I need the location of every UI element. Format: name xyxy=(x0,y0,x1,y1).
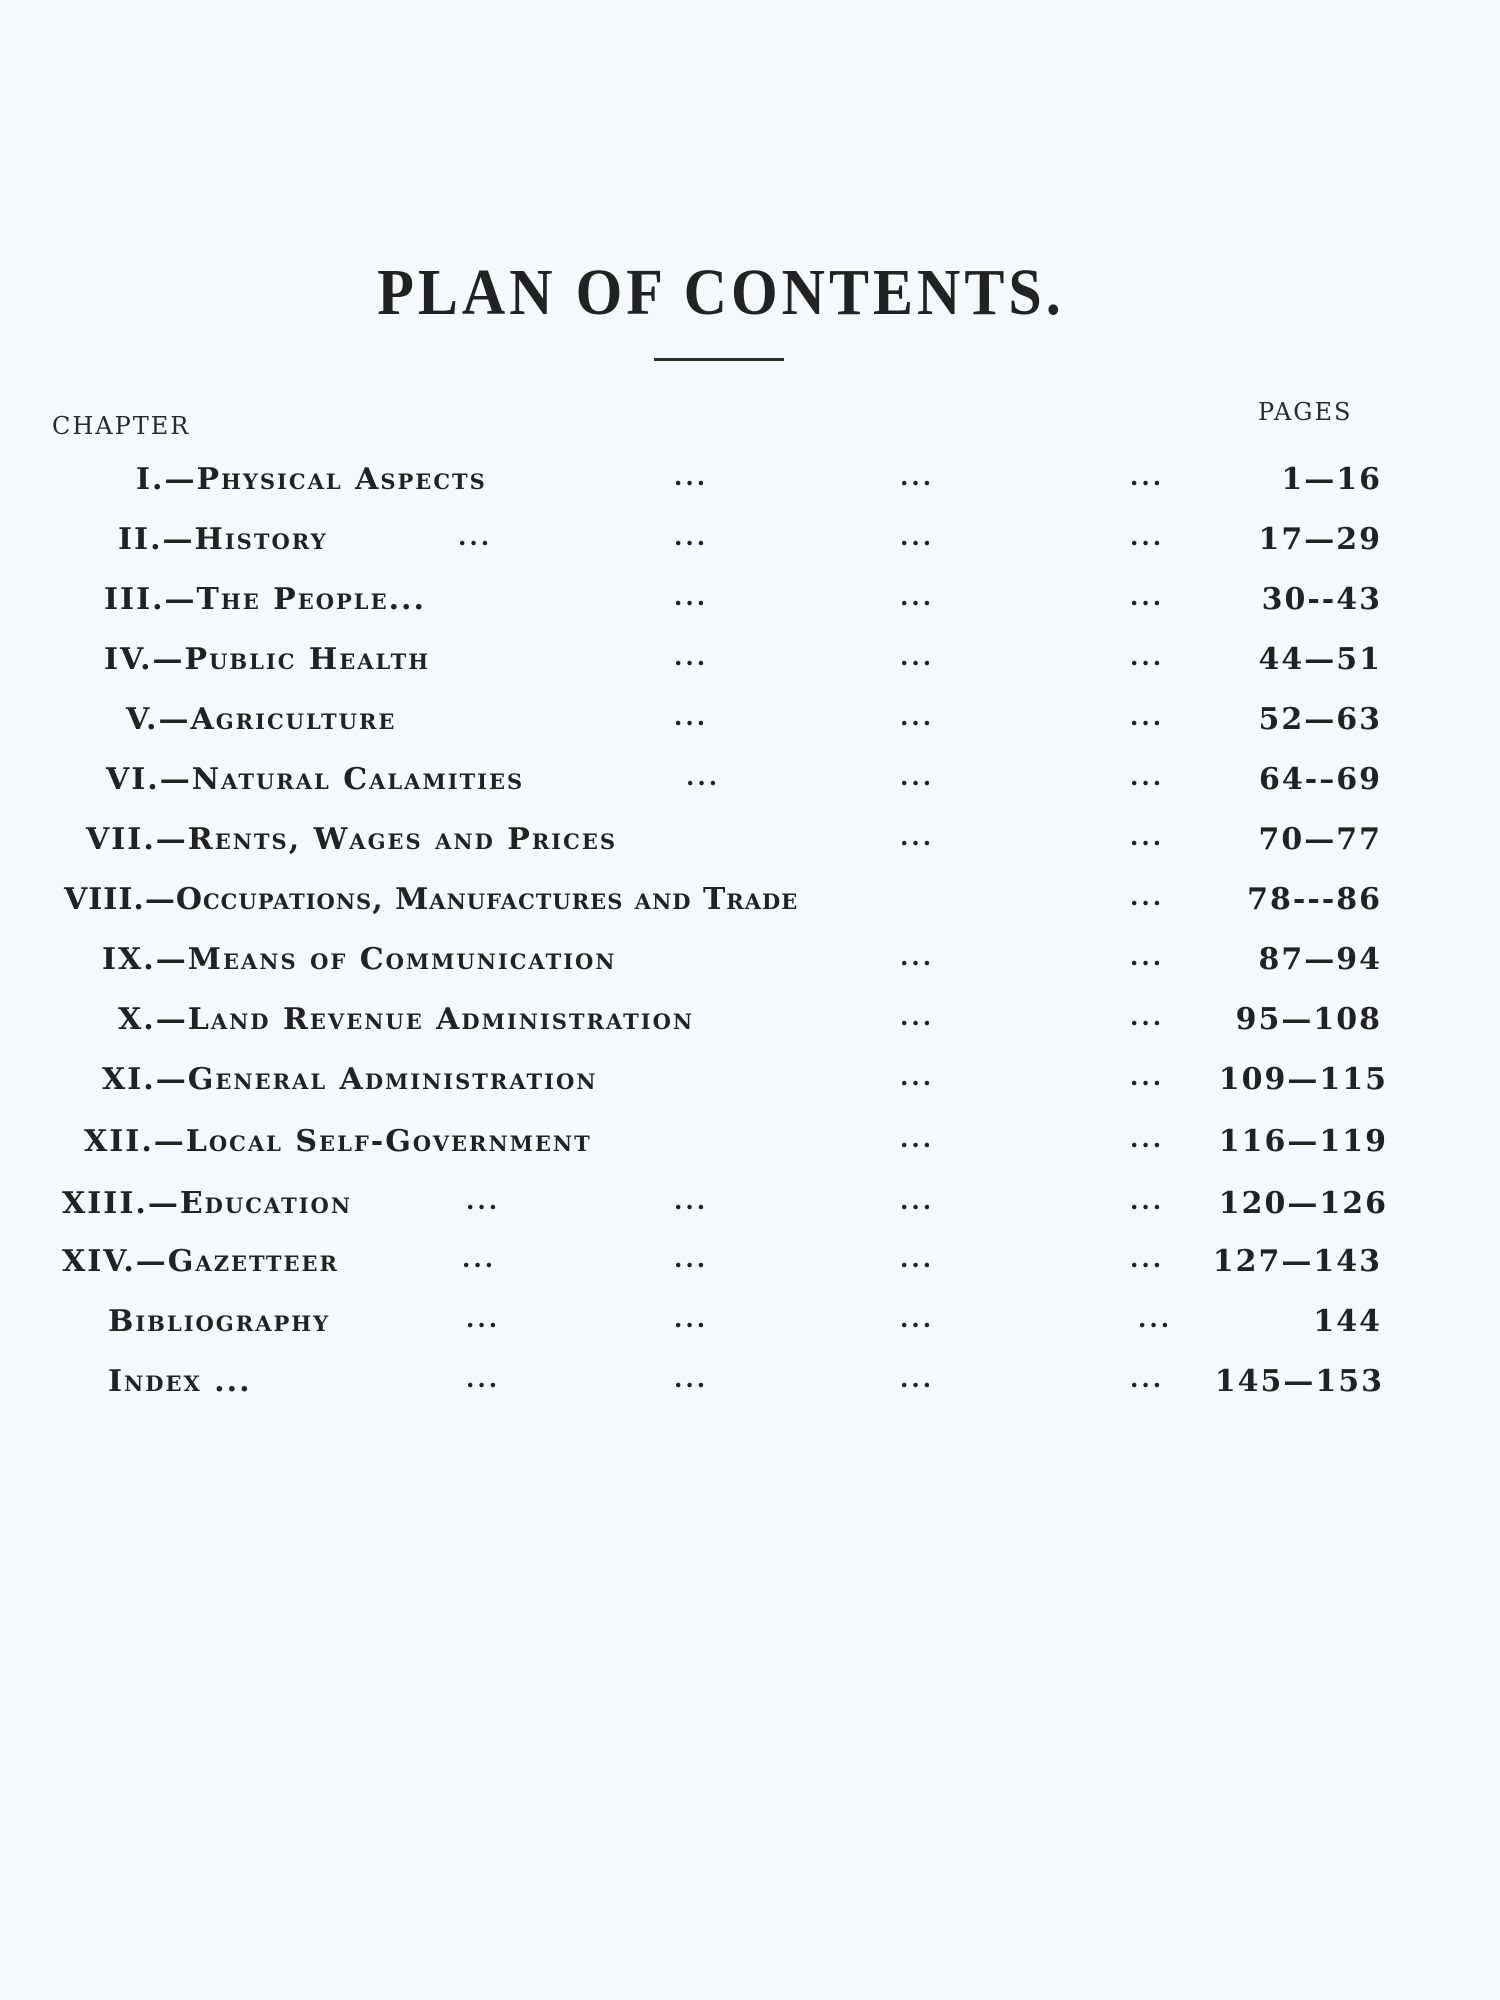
title-rule xyxy=(654,358,784,361)
dot-leader: ... xyxy=(466,1304,501,1333)
dot-leader: ... xyxy=(462,1244,497,1273)
dot-leader: ... xyxy=(1130,1062,1165,1091)
dot-leader: ... xyxy=(900,582,935,611)
page-title: PLAN OF CONTENTS. xyxy=(377,255,1065,329)
page-range: 64-–69 xyxy=(1259,762,1382,797)
page-range: 144 xyxy=(1313,1304,1382,1339)
dot-leader: ... xyxy=(900,1002,935,1031)
dot-leader: ... xyxy=(1130,1186,1165,1215)
dot-leader: ... xyxy=(674,522,709,551)
toc-entry[interactable] xyxy=(0,582,1500,632)
chapter-title: Bibliography xyxy=(108,1304,331,1339)
dot-leader: ... xyxy=(900,1062,935,1091)
dot-leader: ... xyxy=(1130,762,1165,791)
page-range: 145—153 xyxy=(1214,1364,1384,1399)
dot-leader: ... xyxy=(674,642,709,671)
chapter-title: VIII.—Occupations, Manufactures and Trade xyxy=(64,882,799,917)
page-range: 44—51 xyxy=(1258,642,1382,677)
chapter-title: VII.—Rents, Wages and Prices xyxy=(86,822,618,857)
dot-leader: ... xyxy=(674,1304,709,1333)
toc-entry[interactable] xyxy=(0,522,1500,572)
pages-column-header: PAGES xyxy=(1258,398,1353,426)
page-range: 70—77 xyxy=(1258,822,1382,857)
dot-leader: ... xyxy=(466,1186,501,1215)
page-range: 120—126 xyxy=(1218,1186,1388,1221)
dot-leader: ... xyxy=(1130,642,1165,671)
dot-leader: ... xyxy=(1130,822,1165,851)
dot-leader: ... xyxy=(1130,1244,1165,1273)
dot-leader: ... xyxy=(686,762,721,791)
toc-entry[interactable] xyxy=(0,1364,1500,1414)
dot-leader: ... xyxy=(1130,942,1165,971)
toc-entry[interactable] xyxy=(0,882,1500,932)
toc-entry[interactable] xyxy=(0,1124,1500,1174)
dot-leader: ... xyxy=(1130,1364,1165,1393)
chapter-title: I.—Physical Aspects xyxy=(136,462,487,497)
page-range: 95—108 xyxy=(1235,1002,1382,1037)
dot-leader: ... xyxy=(900,462,935,491)
dot-leader: ... xyxy=(900,762,935,791)
page-range: 52—63 xyxy=(1258,702,1382,737)
dot-leader: ... xyxy=(1130,582,1165,611)
dot-leader: ... xyxy=(466,1364,501,1393)
page-range: 1—16 xyxy=(1281,462,1382,497)
chapter-title: XII.—Local Self-Government xyxy=(84,1124,592,1159)
chapter-title: III.—The People... xyxy=(104,582,426,617)
dot-leader: ... xyxy=(900,1244,935,1273)
toc-entry[interactable] xyxy=(0,1304,1500,1354)
toc-entry[interactable] xyxy=(0,462,1500,512)
page-range: 127—143 xyxy=(1212,1244,1382,1279)
page-range: 78---86 xyxy=(1247,882,1382,917)
dot-leader: ... xyxy=(1130,882,1165,911)
chapter-title: XIV.—Gazetteer xyxy=(62,1244,340,1279)
dot-leader: ... xyxy=(900,1304,935,1333)
toc-entry[interactable] xyxy=(0,1244,1500,1294)
dot-leader: ... xyxy=(900,522,935,551)
toc-entry[interactable] xyxy=(0,1002,1500,1052)
dot-leader: ... xyxy=(900,1364,935,1393)
dot-leader: ... xyxy=(900,1124,935,1153)
toc-entry[interactable] xyxy=(0,762,1500,812)
dot-leader: ... xyxy=(900,942,935,971)
dot-leader: ... xyxy=(674,702,709,731)
dot-leader: ... xyxy=(1130,1124,1165,1153)
page-range: 87—94 xyxy=(1258,942,1382,977)
dot-leader: ... xyxy=(1130,702,1165,731)
dot-leader: ... xyxy=(900,702,935,731)
toc-entry[interactable] xyxy=(0,702,1500,752)
dot-leader: ... xyxy=(674,582,709,611)
dot-leader: ... xyxy=(1130,522,1165,551)
dot-leader: ... xyxy=(674,462,709,491)
chapter-title: Index ... xyxy=(108,1364,252,1399)
chapter-title: XIII.—Education xyxy=(62,1186,353,1221)
chapter-title: VI.—Natural Calamities xyxy=(106,762,525,797)
chapter-title: II.—History xyxy=(118,522,328,557)
dot-leader: ... xyxy=(900,1186,935,1215)
dot-leader: ... xyxy=(674,1186,709,1215)
chapter-title: IV.—Public Health xyxy=(104,642,431,677)
page-range: 30--43 xyxy=(1261,582,1382,617)
page-range: 17—29 xyxy=(1258,522,1382,557)
dot-leader: ... xyxy=(900,642,935,671)
toc-entry[interactable] xyxy=(0,1062,1500,1112)
page-range: 116—119 xyxy=(1218,1124,1388,1159)
dot-leader: ... xyxy=(458,522,493,551)
toc-entry[interactable] xyxy=(0,1186,1500,1236)
dot-leader: ... xyxy=(900,822,935,851)
page-range: 109—115 xyxy=(1218,1062,1388,1097)
toc-entry[interactable] xyxy=(0,942,1500,992)
chapter-title: V.—Agriculture xyxy=(126,702,397,737)
chapter-title: X.—Land Revenue Administration xyxy=(118,1002,695,1037)
dot-leader: ... xyxy=(674,1244,709,1273)
toc-entry[interactable] xyxy=(0,822,1500,872)
dot-leader: ... xyxy=(1130,462,1165,491)
chapter-title: IX.—Means of Communication xyxy=(102,942,617,977)
chapter-column-header: CHAPTER xyxy=(52,412,191,440)
dot-leader: ... xyxy=(674,1364,709,1393)
dot-leader: ... xyxy=(1138,1304,1173,1333)
toc-entry[interactable] xyxy=(0,642,1500,692)
chapter-title: XI.—General Administration xyxy=(102,1062,598,1097)
dot-leader: ... xyxy=(1130,1002,1165,1031)
